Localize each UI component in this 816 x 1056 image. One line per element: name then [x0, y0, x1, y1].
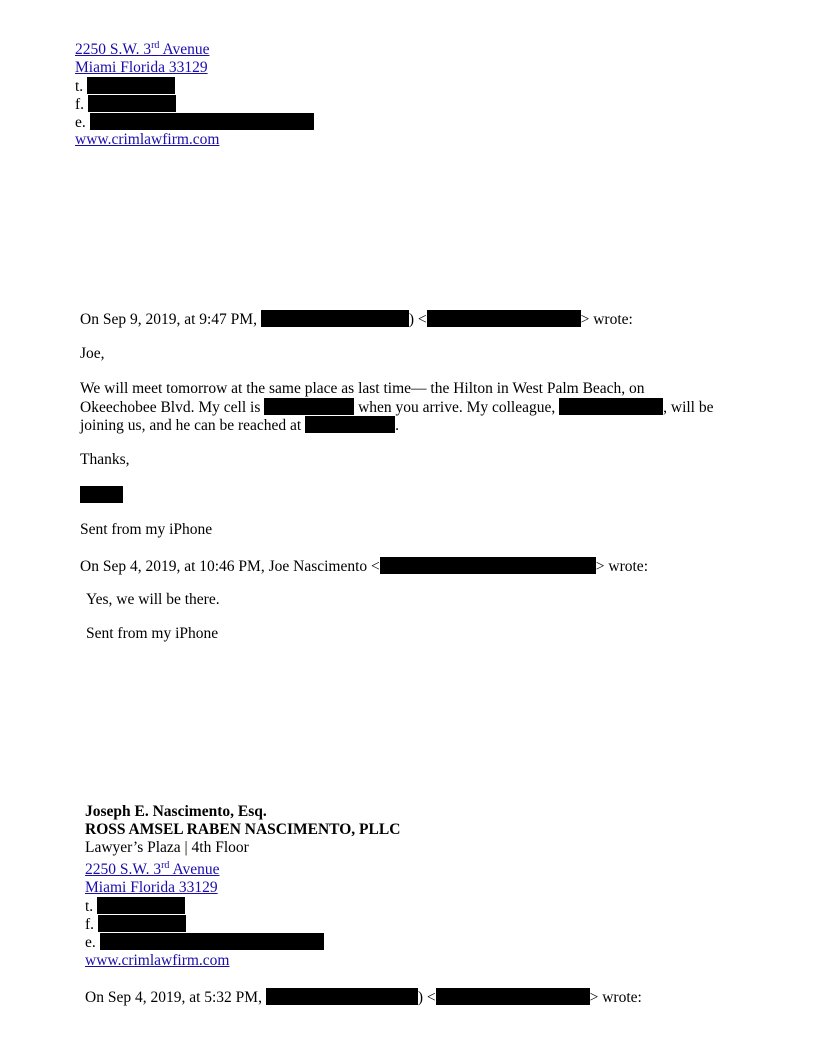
bottom-address-sup: rd	[161, 860, 170, 871]
msg2-header	[80, 557, 648, 576]
msg2-header-wrote: > wrote:	[595, 558, 648, 575]
bottom-city-link[interactable]: Miami Florida 33129	[85, 879, 218, 896]
msg1-sent-from: Sent from my iPhone	[80, 521, 213, 538]
bottom-sig-firm: ROSS AMSEL RABEN NASCIMENTO, PLLC	[85, 821, 401, 838]
msg2-email-redaction	[380, 557, 596, 574]
top-email-redaction	[90, 113, 314, 130]
msg1-header-date: On Sep 9, 2019, at 9:47 PM,	[80, 311, 257, 328]
bottom-sig-suite: Lawyer’s Plaza | 4th Floor	[85, 839, 249, 856]
msg1-greeting: Joe,	[80, 345, 105, 362]
bottom-sig-name: Joseph E. Nascimento, Esq.	[85, 803, 267, 820]
msg1-sender-redaction	[261, 310, 409, 327]
msg3-sender-redaction	[266, 988, 418, 1005]
bottom-email-label: e.	[85, 934, 96, 951]
top-fax-redaction	[88, 95, 176, 112]
msg1-colleague-redaction	[559, 398, 663, 415]
top-address-sup: rd	[151, 40, 160, 51]
msg1-reach-text: joining us, and he can be reached at	[80, 417, 302, 434]
top-address-suffix: Avenue	[159, 41, 210, 58]
top-address-link[interactable]	[75, 41, 210, 59]
msg3-header-wrote: > wrote:	[589, 989, 642, 1006]
msg1-reach-redaction	[305, 416, 395, 433]
msg2-sent-from: Sent from my iPhone	[86, 625, 219, 642]
msg1-body-line2	[80, 398, 714, 417]
msg1-cell-text: Okeechobee Blvd. My cell is	[80, 399, 261, 416]
bottom-address-suffix: Avenue	[169, 861, 220, 878]
top-city-link[interactable]: Miami Florida 33129	[75, 59, 208, 76]
top-phone-label: t.	[75, 78, 84, 95]
msg3-header	[85, 988, 642, 1007]
bottom-email-redaction	[100, 933, 324, 950]
msg1-header-sep: ) <	[408, 311, 427, 328]
bottom-phone-redaction	[97, 897, 185, 914]
msg1-colleague-text: when you arrive. My colleague,	[358, 399, 556, 416]
top-website-link[interactable]: www.crimlawfirm.com	[75, 131, 220, 148]
msg1-signature-redaction	[80, 486, 123, 503]
msg3-header-date: On Sep 4, 2019, at 5:32 PM,	[85, 989, 262, 1006]
msg3-header-sep: ) <	[417, 989, 436, 1006]
msg1-header-wrote: > wrote:	[580, 311, 633, 328]
bottom-fax-redaction	[98, 915, 186, 932]
top-fax-label: f.	[75, 96, 85, 113]
bottom-fax-label: f.	[85, 916, 95, 933]
msg1-cell-redaction	[264, 398, 354, 415]
msg2-body: Yes, we will be there.	[86, 591, 220, 608]
msg1-header	[80, 310, 633, 329]
top-address-prefix: 2250 S.W. 3	[75, 41, 152, 58]
msg1-thanks: Thanks,	[80, 451, 130, 468]
bottom-address-prefix: 2250 S.W. 3	[85, 861, 162, 878]
top-email-label: e.	[75, 114, 86, 131]
bottom-address-link[interactable]	[85, 861, 220, 879]
msg1-email-redaction	[427, 310, 581, 327]
bottom-website-link[interactable]: www.crimlawfirm.com	[85, 952, 230, 969]
msg1-will-be-text: , will be	[663, 399, 714, 416]
msg1-body-line1: We will meet tomorrow at the same place as last time— the Hilton in West Palm Beach, on	[80, 380, 645, 397]
msg1-body-line3	[80, 416, 399, 435]
msg2-header-text: On Sep 4, 2019, at 10:46 PM, Joe Nascimento <	[80, 558, 380, 575]
msg3-email-redaction	[436, 988, 590, 1005]
bottom-phone-label: t.	[85, 898, 94, 915]
top-phone-redaction	[87, 77, 175, 94]
msg1-period: .	[395, 417, 399, 434]
